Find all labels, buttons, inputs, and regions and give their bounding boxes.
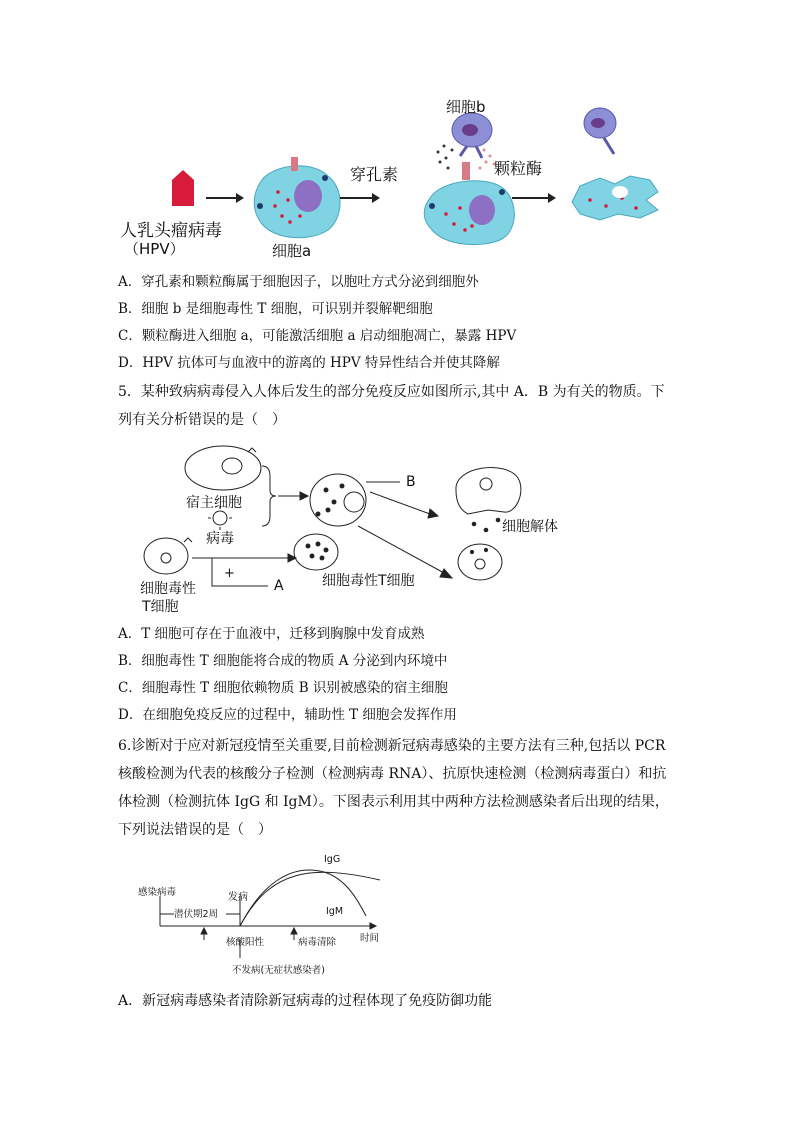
q4-option-b: B．细胞 b 是细胞毒性 T 细胞，可识别并裂解靶细胞 bbox=[118, 301, 433, 317]
clear-label: 病毒清除 bbox=[298, 937, 337, 948]
no-onset-label: 不发病(无症状感染者) bbox=[232, 965, 325, 976]
granzyme-dots bbox=[479, 149, 496, 170]
q5-option-b: B．细胞毒性 T 细胞能将合成的物质 A 分泌到内环境中 bbox=[118, 653, 448, 669]
label-b: B bbox=[406, 474, 416, 490]
q5-option-d: D．在细胞免疫反应的过程中，辅助性 T 细胞会发挥作用 bbox=[118, 707, 457, 723]
virus-label: 病毒 bbox=[206, 531, 234, 547]
figure-covid-timeline bbox=[134, 850, 394, 980]
cell-a-attacked-shape bbox=[424, 181, 514, 245]
igm-label: IgM bbox=[326, 906, 344, 917]
q5-stem: 5．某种致病病毒侵入人体后发生的部分免疫反应如图所示,其中 A．B 为有关的物质。下列有关分析错误的是（ ） bbox=[118, 384, 665, 428]
time-label: 时间 bbox=[360, 933, 380, 944]
perforin-label: 穿孔素 bbox=[350, 165, 399, 184]
cell-a-label: 细胞a bbox=[272, 242, 312, 260]
q5-option-a: A．T 细胞可存在于血液中，迁移到胸腺中发育成熟 bbox=[118, 626, 425, 642]
hpv-virus-shape bbox=[172, 170, 194, 206]
figure-covid-timeline-svg bbox=[134, 850, 394, 980]
lysis-label: 细胞解体 bbox=[502, 519, 558, 535]
host-cell-label: 宿主细胞 bbox=[186, 495, 242, 511]
figure-cell-immunity bbox=[128, 436, 588, 616]
ctc-left-label-2: T细胞 bbox=[142, 599, 179, 615]
q4-option-a: A．穿孔素和颗粒酶属于细胞因子，以胞吐方式分泌到细胞外 bbox=[118, 274, 479, 290]
perforin-dots bbox=[437, 145, 454, 170]
q4-option-c: C．颗粒酶进入细胞 a，可能激活细胞 a 启动细胞凋亡，暴露 HPV bbox=[118, 328, 517, 344]
cell-a-shape bbox=[254, 157, 340, 238]
onset-label: 发病 bbox=[228, 892, 248, 903]
q6-stem: 6.诊断对于应对新冠疫情至关重要,目前检测新冠病毒感染的主要方法有三种,包括以 PCR 核酸检测为代表的核酸分子检测（检测病毒 RNA）、抗原快速检测（检测病毒蛋白）和抗体检测（检测抗体 IgG 和 IgM）。下图表示利用其中两种方法检测感染者后出现的结果，下列说法错误的是（ ） bbox=[118, 738, 669, 838]
infect-label: 感染病毒 bbox=[138, 887, 177, 898]
incubation-label: 潜伏期2周 bbox=[174, 909, 219, 920]
plus-sign: + bbox=[224, 566, 235, 581]
cell-b-shape bbox=[452, 113, 492, 180]
q6-option-a: A．新冠病毒感染者清除新冠病毒的过程体现了免疫防御功能 bbox=[118, 993, 493, 1009]
q5-option-c: C．细胞毒性 T 细胞依赖物质 B 识别被感染的宿主细胞 bbox=[118, 680, 448, 696]
figure-hpv-killing bbox=[110, 88, 690, 263]
granzyme-label: 颗粒酶 bbox=[494, 159, 543, 178]
ctc-left-label-1: 细胞毒性 bbox=[140, 581, 196, 597]
cell-b-label: 细胞b bbox=[446, 98, 486, 116]
q4-option-d: D．HPV 抗体可与血液中的游离的 HPV 特异性结合并使其降解 bbox=[118, 355, 500, 371]
ctc-right-label: 细胞毒性T细胞 bbox=[322, 573, 415, 589]
hpv-abbr: （HPV） bbox=[124, 240, 185, 258]
label-a: A bbox=[274, 578, 284, 594]
lysed-cell-shape bbox=[572, 108, 658, 220]
positive-label: 核酸阳性 bbox=[226, 937, 265, 948]
igg-label: IgG bbox=[324, 854, 341, 865]
hpv-label: 人乳头瘤病毒 bbox=[120, 221, 222, 241]
